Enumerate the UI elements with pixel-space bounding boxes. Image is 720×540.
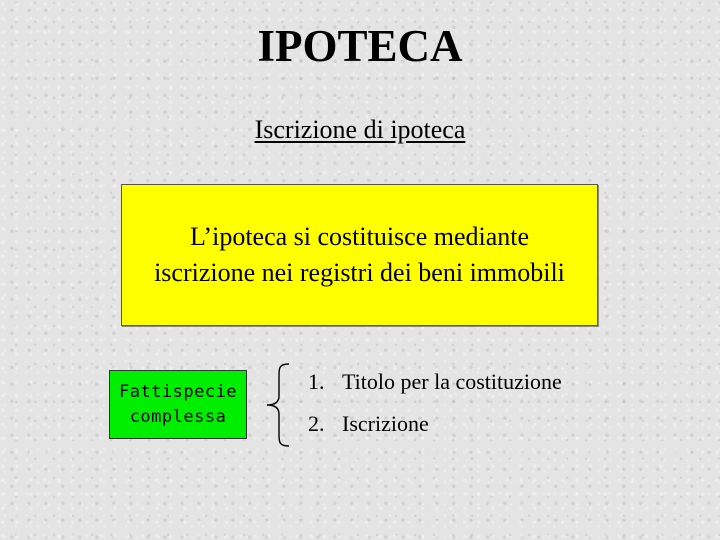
definition-box (121, 184, 598, 326)
list-item-text: Titolo per la costituzione (342, 369, 562, 394)
slide-subtitle: Iscrizione di ipoteca (254, 115, 466, 144)
list-item-text: Iscrizione (342, 411, 429, 436)
slide-title: IPOTECA (257, 21, 463, 71)
list-item-number: 2. (308, 411, 325, 436)
concept-box (109, 370, 247, 439)
curly-brace-icon (263, 362, 293, 448)
steps-list (308, 367, 562, 451)
concept-text: Fattispecie complessa (118, 381, 238, 427)
list-item (308, 409, 562, 439)
list-item (308, 367, 562, 397)
definition-text: L’ipoteca si costituisce mediante iscrizione nei registri dei beni immobili (154, 222, 565, 287)
list-item-number: 1. (308, 369, 325, 394)
